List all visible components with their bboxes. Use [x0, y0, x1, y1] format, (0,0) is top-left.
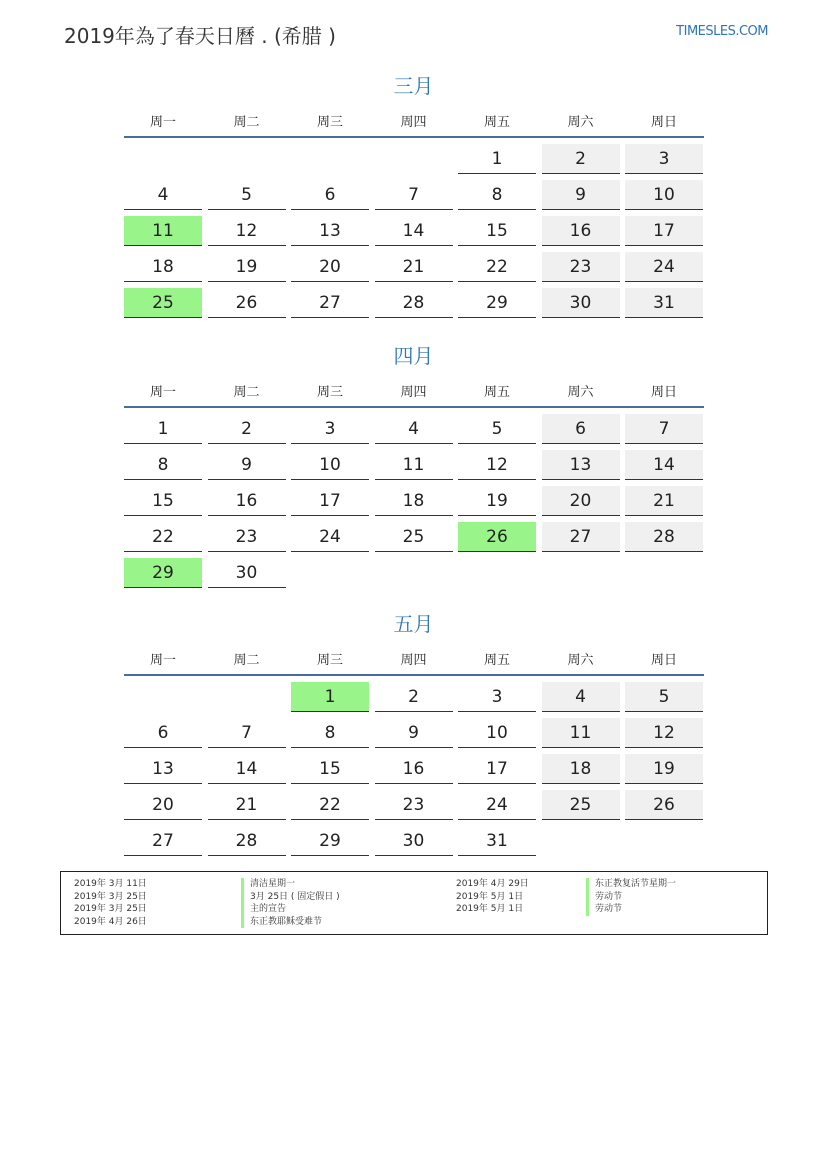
weekday-header: 周三 — [316, 115, 343, 130]
month-title: 四月 — [393, 344, 434, 368]
weekday-header: 周一 — [149, 385, 176, 400]
day-cell: 7 — [208, 718, 286, 748]
day-cell: 10 — [291, 450, 369, 480]
header-rule — [124, 136, 704, 138]
weekday-header: 周三 — [316, 653, 343, 668]
note-date: 2019年 4月 29日 — [456, 879, 529, 889]
weekday-header: 周日 — [650, 115, 677, 130]
weekday-header: 周五 — [483, 653, 510, 668]
day-cell: 2 — [375, 682, 453, 712]
day-cell: 10 — [458, 718, 536, 748]
day-cell: 26 — [208, 288, 286, 318]
note-holiday-name: 清洁星期一 — [241, 878, 295, 891]
day-cell: 21 — [208, 790, 286, 820]
day-cell: 24 — [458, 790, 536, 820]
note-holiday-name: 劳动节 — [586, 891, 622, 904]
weekday-header: 周四 — [400, 385, 427, 400]
day-cell: 8 — [291, 718, 369, 748]
holiday-day-cell: 11 — [124, 216, 202, 246]
day-cell: 13 — [542, 450, 620, 480]
day-cell: 3 — [458, 682, 536, 712]
day-cell: 14 — [208, 754, 286, 784]
day-cell: 12 — [208, 216, 286, 246]
note-holiday-name: 东正教复活节星期一 — [586, 878, 676, 891]
day-cell: 3 — [291, 414, 369, 444]
day-cell: 15 — [458, 216, 536, 246]
day-cell: 17 — [291, 486, 369, 516]
day-cell: 15 — [291, 754, 369, 784]
day-cell: 31 — [625, 288, 703, 318]
note-holiday-name: 东正教耶稣受难节 — [241, 916, 322, 929]
note-holiday-name: 3月 25日 ( 固定假日 ) — [241, 891, 340, 904]
holiday-day-cell: 25 — [124, 288, 202, 318]
weekday-header: 周六 — [567, 385, 594, 400]
day-cell: 4 — [542, 682, 620, 712]
day-cell: 2 — [542, 144, 620, 174]
day-cell: 20 — [291, 252, 369, 282]
weekday-header: 周日 — [650, 653, 677, 668]
day-cell: 22 — [124, 522, 202, 552]
day-cell: 10 — [625, 180, 703, 210]
day-cell: 6 — [291, 180, 369, 210]
day-cell: 1 — [458, 144, 536, 174]
day-cell: 19 — [458, 486, 536, 516]
month-title: 三月 — [393, 74, 434, 98]
weekday-header: 周日 — [650, 385, 677, 400]
day-cell: 5 — [458, 414, 536, 444]
day-cell: 11 — [542, 718, 620, 748]
day-cell: 15 — [124, 486, 202, 516]
day-cell: 17 — [625, 216, 703, 246]
day-cell: 2 — [208, 414, 286, 444]
note-date: 2019年 5月 1日 — [456, 904, 524, 914]
day-cell: 11 — [375, 450, 453, 480]
holiday-day-cell: 29 — [124, 558, 202, 588]
day-cell: 24 — [625, 252, 703, 282]
day-cell: 22 — [458, 252, 536, 282]
weekday-header: 周三 — [316, 385, 343, 400]
day-cell: 22 — [291, 790, 369, 820]
day-cell: 28 — [208, 826, 286, 856]
day-cell: 8 — [458, 180, 536, 210]
weekday-header: 周四 — [400, 115, 427, 130]
day-cell: 29 — [458, 288, 536, 318]
day-cell: 19 — [625, 754, 703, 784]
day-cell: 28 — [625, 522, 703, 552]
holiday-day-cell: 26 — [458, 522, 536, 552]
day-cell: 8 — [124, 450, 202, 480]
day-cell: 4 — [375, 414, 453, 444]
note-date: 2019年 3月 11日 — [74, 879, 147, 889]
day-cell: 19 — [208, 252, 286, 282]
day-cell: 7 — [625, 414, 703, 444]
header-rule — [124, 406, 704, 408]
day-cell: 14 — [625, 450, 703, 480]
day-cell: 9 — [542, 180, 620, 210]
weekday-header: 周二 — [233, 653, 260, 668]
day-cell: 17 — [458, 754, 536, 784]
day-cell: 26 — [625, 790, 703, 820]
weekday-header: 周六 — [567, 653, 594, 668]
day-cell: 30 — [208, 558, 286, 588]
day-cell: 13 — [124, 754, 202, 784]
weekday-header: 周六 — [567, 115, 594, 130]
page-title: 2019年為了春天日曆 . (希腊 ) — [64, 24, 336, 48]
note-holiday-name: 主的宣告 — [241, 903, 286, 916]
note-date: 2019年 5月 1日 — [456, 891, 524, 902]
day-cell: 29 — [291, 826, 369, 856]
day-cell: 30 — [542, 288, 620, 318]
day-cell: 23 — [208, 522, 286, 552]
day-cell: 27 — [291, 288, 369, 318]
day-cell: 5 — [625, 682, 703, 712]
day-cell: 27 — [542, 522, 620, 552]
day-cell: 28 — [375, 288, 453, 318]
day-cell: 27 — [124, 826, 202, 856]
day-cell: 23 — [542, 252, 620, 282]
day-cell: 18 — [124, 252, 202, 282]
day-cell: 25 — [542, 790, 620, 820]
weekday-header: 周一 — [149, 653, 176, 668]
day-cell: 9 — [208, 450, 286, 480]
day-cell: 6 — [124, 718, 202, 748]
holiday-notes-box — [60, 871, 768, 935]
header-rule — [124, 674, 704, 676]
day-cell: 16 — [542, 216, 620, 246]
note-date: 2019年 4月 26日 — [74, 916, 147, 927]
day-cell: 30 — [375, 826, 453, 856]
day-cell: 31 — [458, 826, 536, 856]
day-cell: 18 — [542, 754, 620, 784]
weekday-header: 周二 — [233, 115, 260, 130]
day-cell: 20 — [542, 486, 620, 516]
month-title: 五月 — [393, 612, 434, 636]
weekday-header: 周二 — [233, 385, 260, 400]
day-cell: 9 — [375, 718, 453, 748]
day-cell: 16 — [208, 486, 286, 516]
note-holiday-name: 劳动节 — [586, 903, 622, 916]
holiday-day-cell: 1 — [291, 682, 369, 712]
day-cell: 1 — [124, 414, 202, 444]
day-cell: 4 — [124, 180, 202, 210]
day-cell: 25 — [375, 522, 453, 552]
note-date: 2019年 3月 25日 — [74, 891, 147, 902]
weekday-header: 周一 — [149, 115, 176, 130]
day-cell: 7 — [375, 180, 453, 210]
day-cell: 21 — [625, 486, 703, 516]
day-cell: 3 — [625, 144, 703, 174]
day-cell: 18 — [375, 486, 453, 516]
day-cell: 20 — [124, 790, 202, 820]
day-cell: 24 — [291, 522, 369, 552]
day-cell: 14 — [375, 216, 453, 246]
weekday-header: 周五 — [483, 115, 510, 130]
day-cell: 12 — [625, 718, 703, 748]
day-cell: 5 — [208, 180, 286, 210]
weekday-header: 周五 — [483, 385, 510, 400]
day-cell: 12 — [458, 450, 536, 480]
day-cell: 21 — [375, 252, 453, 282]
day-cell: 23 — [375, 790, 453, 820]
weekday-header: 周四 — [400, 653, 427, 668]
note-date: 2019年 3月 25日 — [74, 904, 147, 914]
site-logo-text[interactable]: TIMESLES.COM — [676, 24, 768, 39]
day-cell: 13 — [291, 216, 369, 246]
day-cell: 6 — [542, 414, 620, 444]
day-cell: 16 — [375, 754, 453, 784]
